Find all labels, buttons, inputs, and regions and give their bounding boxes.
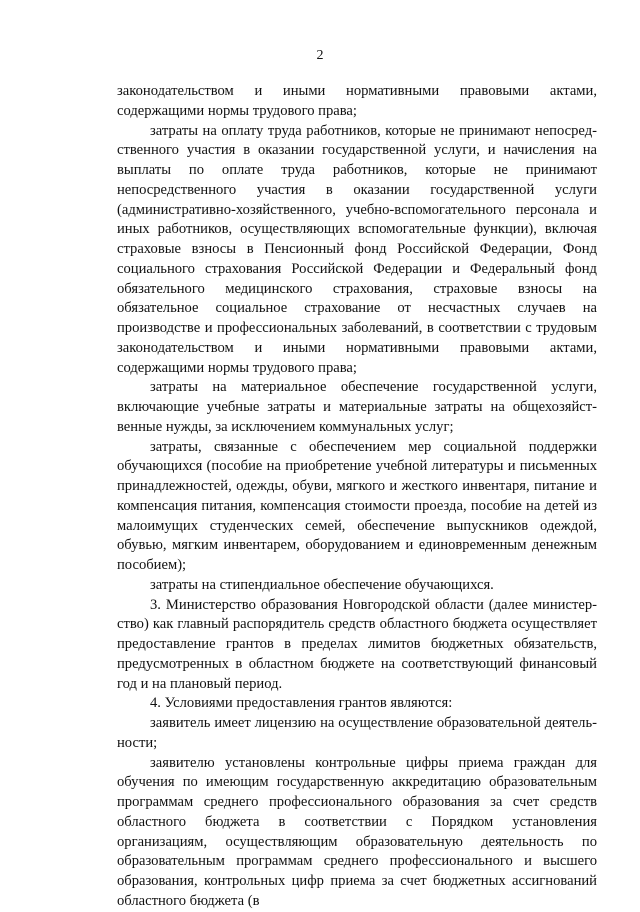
document-body bbox=[117, 82, 597, 912]
page-number: 2 bbox=[316, 48, 324, 63]
paragraph-continuation: законодательством и иными нормативными правовыми актами, содержащими нормы трудового права; bbox=[117, 83, 597, 119]
paragraph-social-support-costs: затраты, связанные с обеспечением мер социальной поддержки обучающихся (пособие на приобретение учебной литературы и письменных принадлежностей, одежды, обуви, мягкого и жесткого инвентаря, питание и компенсация питания, компенсация стоимости проезда, пособие на детей из малоимущих студенческих семей, обеспечение выпускников одеждой, обувью, мягким инвентарем, оборудованием и единовременным денежным пособием); bbox=[117, 438, 597, 573]
paragraph-license-condition: заявитель имеет лицензию на осуществление образовательной деятельности; bbox=[117, 715, 597, 751]
paragraph-clause-4: 4. Условиями предоставления грантов являются: bbox=[150, 695, 453, 712]
paragraph-material-costs: затраты на материальное обеспечение государственной услуги, включающие учебные затраты и материальные затраты на общехозяйственные нужды, за исключением коммунальных услуг; bbox=[117, 379, 597, 435]
paragraph-labor-costs-indirect: затраты на оплату труда работников, которые не принимают непосредственного участия в оказании государственной услуги, и начисления на выплаты по оплате труда работников, которые не принимают непосредственного участия в оказании государственной услуги (административно-хозяйственного, учебно-вспомогательного персонала и иных работников, осуществляющих вспомогательные функции), включая страховые взносы в Пенсионный фонд Российской Федерации, Фонд социального страхования Российской Федерации и Федеральный фонд обязательного медицинского страхования, страховые взносы на обязательное социальное страхование от несчастных случаев на производстве и профессиональных заболеваний, в соответствии с трудовым законодательством и иными нормативными правовыми актами, содержащими нормы трудового права; bbox=[117, 122, 597, 376]
paragraph-clause-3: 3. Министерство образования Новгородской области (далее министерство) как главный распорядитель средств областного бюджета осуществляет предоставление грантов в пределах лимитов бюджетных обязательств, предусмотренных в областном бюджете на соответствующий финансовый год и на плановый период. bbox=[117, 596, 597, 692]
paragraph-admission-quota-condition: заявителю установлены контрольные цифры приема граждан для обучения по имеющим государственную аккредитацию образовательным программам среднего профессионального образования за счет средств областного бюджета в соответствии с Порядком установления организациям, осуществляющим образовательную деятельность по образовательным программам среднего профессионального и высшего образования, контрольных цифр приема за счет бюджетных ассигнований областного бюджета (в bbox=[117, 754, 597, 909]
paragraph-stipend-costs: затраты на стипендиальное обеспечение обучающихся. bbox=[150, 576, 494, 593]
